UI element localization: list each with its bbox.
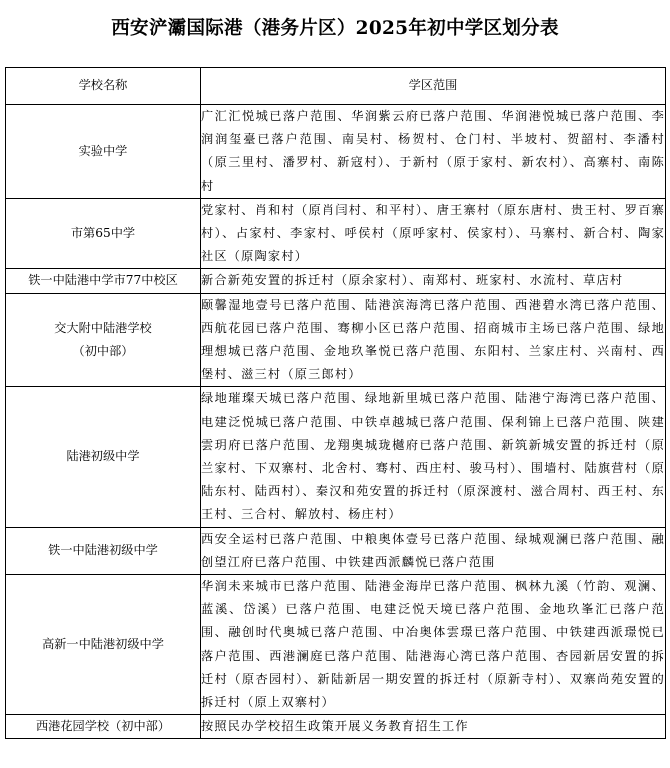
header-school-name: 学校名称 [6, 68, 201, 105]
school-name-cell [6, 575, 201, 715]
table-row [6, 105, 666, 199]
school-name: 铁一中陆港初级中学 [48, 543, 158, 558]
school-name: 实验中学 [78, 143, 128, 158]
school-district-table [5, 67, 666, 739]
school-name-cell [6, 715, 201, 739]
header-district-scope: 学区范围 [201, 68, 666, 105]
school-name: 铁一中陆港中学市77中校区 [28, 273, 178, 288]
school-name: 西港花园学校（初中部） [35, 719, 171, 734]
school-name: 市第65中学 [70, 226, 136, 241]
table-row [6, 198, 666, 269]
table-row [6, 387, 666, 527]
table-row [6, 575, 666, 715]
school-name: 陆港初级中学 [66, 449, 140, 464]
school-name-cell [6, 269, 201, 293]
district-scope-cell: 新合新苑安置的拆迁村（原余家村）、南郑村、班家村、水流村、草店村 [201, 269, 666, 293]
district-scope-cell: 华润未来城市已落户范围、陆港金海岸已落户范围、枫林九溪（竹韵、观澜、蓝溪、岱溪）已落户范围、电建泛悦天境已落户范围、金地玖峯汇已落户范围、融创时代奥城已落户范围、中冶奥体雲璟已落户范围、中铁建西派璟悦已落户范围、西港澜庭已落户范围、陆港海心湾已落户范围、杏园新居安置的拆迁村（原杏园村）、新陆新居一期安置的拆迁村（原新寺村）、双寨尚苑安置的拆迁村（原上双寨村） [201, 575, 666, 715]
table-body [6, 105, 666, 739]
district-scope-cell: 按照民办学校招生政策开展义务教育招生工作 [201, 715, 666, 739]
district-scope-cell: 广汇汇悦城已落户范围、华润紫云府已落户范围、华润港悦城已落户范围、李润润玺臺已落户范围、南吴村、杨贺村、仓门村、半坡村、贺韶村、李潘村（原三里村、潘罗村、新寇村）、于新村（原于家村、新农村）、高寨村、南陈村 [201, 105, 666, 199]
school-name: 高新一中陆港初级中学 [42, 637, 164, 652]
table-header-row [6, 68, 666, 105]
school-name: 交大附中陆港学校 [54, 320, 152, 335]
school-name: （初中部） [72, 344, 134, 359]
table-row [6, 715, 666, 739]
district-scope-cell: 绿地璀璨天城已落户范围、绿地新里城已落户范围、陆港宁海湾已落户范围、电建泛悦城已落户范围、中铁卓越城已落户范围、保利锦上已落户范围、陕建雲玥府已落户范围、龙翔奥城珑樾府已落户范围、新筑新城安置的拆迁村（原兰家村、下双寨村、北舍村、骞村、西庄村、骏马村）、围墙村、陆旗营村（原陆东村、陆西村）、秦汉和苑安置的拆迁村（原深渡村、滋合周村、西王村、东王村、三合村、解放村、杨庄村） [201, 387, 666, 527]
school-name-cell [6, 387, 201, 527]
table-row [6, 293, 666, 387]
district-scope-cell: 颐馨湿地壹号已落户范围、陆港滨海湾已落户范围、西港碧水湾已落户范围、西航花园已落户范围、骞柳小区已落户范围、招商城市主场已落户范围、绿地理想城已落户范围、金地玖峯悦已落户范围、东阳村、兰家庄村、兴南村、西堡村、滋三村（原三郎村） [201, 293, 666, 387]
district-scope-cell: 西安全运村已落户范围、中粮奥体壹号已落户范围、绿城观澜已落户范围、融创望江府已落户范围、中铁建西派麟悦已落户范围 [201, 527, 666, 574]
table-row [6, 527, 666, 574]
school-name-cell [6, 527, 201, 574]
school-name-cell [6, 293, 201, 387]
table-row [6, 269, 666, 293]
school-name-cell [6, 198, 201, 269]
district-scope-cell: 党家村、肖和村（原肖闫村、和平村）、唐王寨村（原东唐村、贵王村、罗百寨村）、占家村、李家村、呼侯村（原呼家村、侯家村）、马寨村、新合村、陶家社区（原陶家村） [201, 198, 666, 269]
school-name-cell [6, 105, 201, 199]
page-title: 西安浐灞国际港（港务片区）2025年初中学区划分表 [111, 18, 559, 39]
